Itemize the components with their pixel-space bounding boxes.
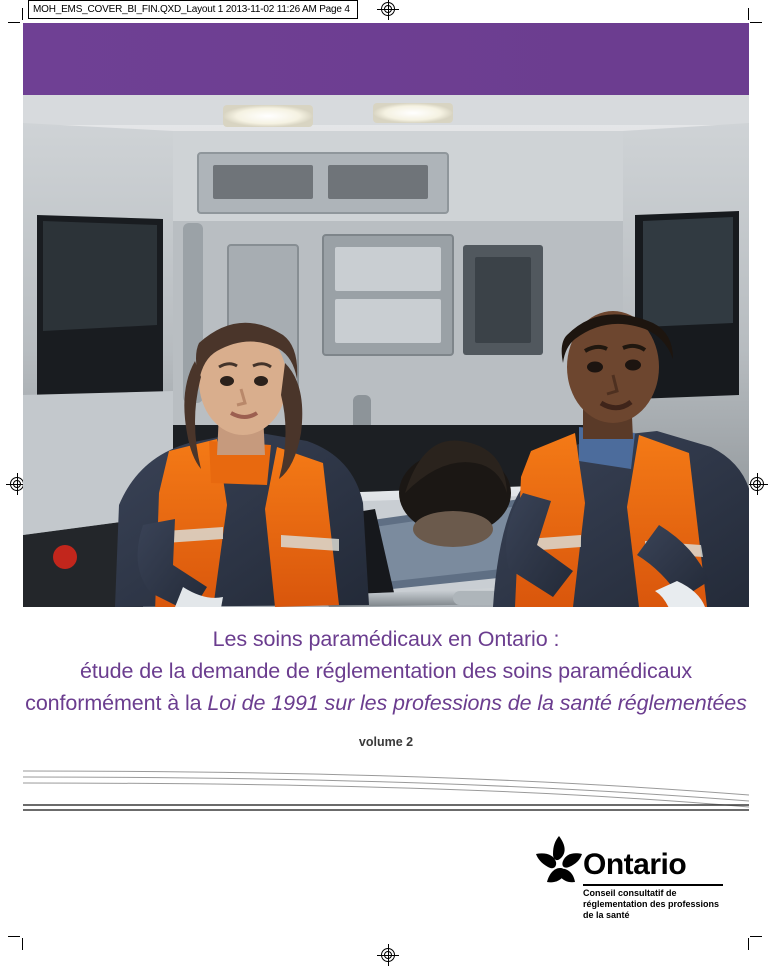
cover-photograph	[23, 95, 749, 607]
title-line-3-prefix: conformément à la	[25, 691, 208, 715]
logo-subtitle-line-3: de la santé	[583, 910, 630, 920]
crop-mark-tl-v	[22, 8, 23, 20]
purple-header-band	[23, 23, 749, 95]
registration-mark-top-icon	[377, 0, 399, 20]
cover-artwork	[23, 23, 749, 936]
title-line-2: étude de la demande de réglementation des soins paramédicaux	[80, 659, 692, 683]
cover-title-block	[23, 623, 749, 749]
crop-mark-tr-h	[750, 22, 762, 23]
registration-mark-bottom-icon	[377, 944, 399, 966]
crop-mark-tr-v	[748, 8, 749, 20]
logo-subtitle-line-2: réglementation des professions	[583, 899, 720, 909]
logo-subtitle	[583, 888, 743, 921]
title-line-1: Les soins paramédicaux en Ontario :	[212, 627, 560, 651]
registration-mark-right-icon	[746, 473, 768, 495]
logo-subtitle-line-1: Conseil consultatif de	[583, 888, 677, 898]
crop-mark-tl-h	[8, 22, 20, 23]
volume-label: volume 2	[358, 735, 414, 749]
slug-line-text: MOH_EMS_COVER_BI_FIN.QXD_Layout 1 2013-11-02 11:26 AM Page 4	[33, 4, 350, 15]
slug-line-box	[28, 0, 358, 19]
crop-mark-bl-h	[8, 936, 20, 937]
decorative-swoosh-lines	[23, 765, 749, 811]
crop-mark-br-h	[750, 936, 762, 937]
title-line-3-act-name: Loi de 1991 sur les professions de la santé réglementées	[207, 691, 747, 715]
trillium-icon	[531, 832, 587, 888]
ontario-logo	[531, 828, 741, 923]
ontario-wordmark: Ontario	[583, 848, 687, 881]
logo-divider-rule	[583, 884, 723, 886]
crop-mark-br-v	[748, 938, 749, 950]
crop-mark-bl-v	[22, 938, 23, 950]
title-line-3	[23, 687, 749, 719]
